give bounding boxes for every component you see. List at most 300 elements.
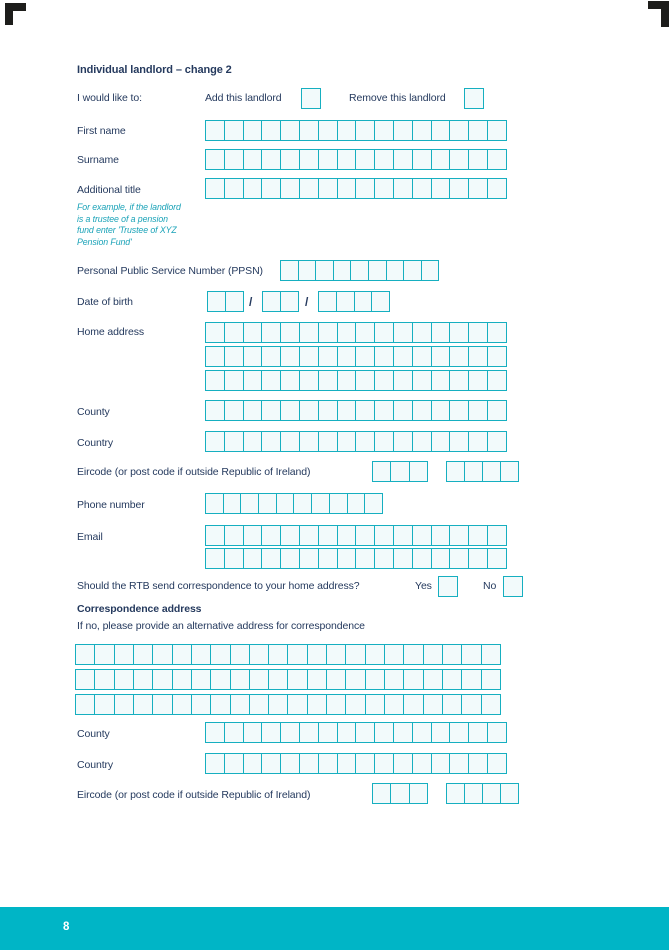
char-box[interactable]	[287, 669, 307, 690]
char-box[interactable]	[364, 493, 383, 514]
char-box[interactable]	[329, 493, 348, 514]
char-box[interactable]	[326, 644, 346, 665]
char-box[interactable]	[172, 694, 192, 715]
char-box[interactable]	[393, 431, 413, 452]
char-box[interactable]	[442, 694, 462, 715]
char-box[interactable]	[412, 753, 432, 774]
char-box[interactable]	[261, 322, 281, 343]
char-box[interactable]	[299, 322, 319, 343]
char-box[interactable]	[243, 120, 263, 141]
char-box[interactable]	[446, 461, 465, 482]
char-box[interactable]	[261, 431, 281, 452]
ppsn-boxes[interactable]	[280, 260, 439, 281]
char-box[interactable]	[210, 644, 230, 665]
char-box[interactable]	[374, 431, 394, 452]
char-box[interactable]	[431, 400, 451, 421]
char-box[interactable]	[205, 322, 225, 343]
char-box[interactable]	[225, 291, 244, 312]
char-box[interactable]	[243, 370, 263, 391]
char-box[interactable]	[337, 525, 357, 546]
char-box[interactable]	[374, 120, 394, 141]
char-box[interactable]	[276, 493, 295, 514]
char-box[interactable]	[449, 149, 469, 170]
char-box[interactable]	[191, 694, 211, 715]
char-box[interactable]	[487, 149, 507, 170]
char-box[interactable]	[374, 322, 394, 343]
char-box[interactable]	[412, 149, 432, 170]
char-box[interactable]	[299, 431, 319, 452]
char-box[interactable]	[299, 525, 319, 546]
char-box[interactable]	[368, 260, 387, 281]
char-box[interactable]	[240, 493, 259, 514]
char-box[interactable]	[372, 783, 391, 804]
char-box[interactable]	[365, 694, 385, 715]
char-box[interactable]	[205, 370, 225, 391]
char-box[interactable]	[431, 322, 451, 343]
char-box[interactable]	[468, 400, 488, 421]
char-box[interactable]	[318, 322, 338, 343]
char-box[interactable]	[337, 120, 357, 141]
char-box[interactable]	[412, 431, 432, 452]
char-box[interactable]	[318, 291, 337, 312]
char-box[interactable]	[223, 493, 242, 514]
char-box[interactable]	[249, 694, 269, 715]
char-box[interactable]	[468, 753, 488, 774]
char-box[interactable]	[261, 525, 281, 546]
char-box[interactable]	[384, 669, 404, 690]
char-box[interactable]	[431, 722, 451, 743]
char-box[interactable]	[243, 753, 263, 774]
char-box[interactable]	[243, 346, 263, 367]
char-box[interactable]	[261, 370, 281, 391]
char-box[interactable]	[299, 149, 319, 170]
char-box[interactable]	[299, 346, 319, 367]
char-box[interactable]	[468, 149, 488, 170]
char-box[interactable]	[393, 178, 413, 199]
char-box[interactable]	[403, 644, 423, 665]
char-box[interactable]	[468, 322, 488, 343]
char-box[interactable]	[468, 431, 488, 452]
char-box[interactable]	[280, 722, 300, 743]
char-box[interactable]	[280, 753, 300, 774]
char-box[interactable]	[261, 178, 281, 199]
char-box[interactable]	[347, 493, 366, 514]
char-box[interactable]	[449, 370, 469, 391]
char-box[interactable]	[243, 525, 263, 546]
char-box[interactable]	[449, 120, 469, 141]
char-box[interactable]	[337, 431, 357, 452]
dob-day-boxes[interactable]	[207, 291, 244, 312]
char-box[interactable]	[243, 178, 263, 199]
char-box[interactable]	[487, 548, 507, 569]
char-box[interactable]	[355, 431, 375, 452]
char-box[interactable]	[374, 346, 394, 367]
char-box[interactable]	[243, 431, 263, 452]
char-box[interactable]	[230, 694, 250, 715]
char-box[interactable]	[205, 346, 225, 367]
char-box[interactable]	[365, 669, 385, 690]
char-box[interactable]	[487, 178, 507, 199]
char-box[interactable]	[500, 783, 519, 804]
char-box[interactable]	[431, 525, 451, 546]
char-box[interactable]	[403, 260, 422, 281]
char-box[interactable]	[449, 548, 469, 569]
eircode-group2-boxes[interactable]	[446, 461, 519, 482]
char-box[interactable]	[337, 149, 357, 170]
char-box[interactable]	[114, 694, 134, 715]
char-box[interactable]	[431, 548, 451, 569]
char-box[interactable]	[94, 644, 114, 665]
char-box[interactable]	[393, 346, 413, 367]
char-box[interactable]	[205, 178, 225, 199]
char-box[interactable]	[299, 120, 319, 141]
no-checkbox[interactable]	[503, 576, 523, 597]
char-box[interactable]	[449, 722, 469, 743]
char-box[interactable]	[224, 322, 244, 343]
char-box[interactable]	[133, 669, 153, 690]
char-box[interactable]	[345, 644, 365, 665]
char-box[interactable]	[299, 400, 319, 421]
char-box[interactable]	[299, 370, 319, 391]
char-box[interactable]	[345, 669, 365, 690]
char-box[interactable]	[449, 346, 469, 367]
char-box[interactable]	[449, 525, 469, 546]
char-box[interactable]	[205, 493, 224, 514]
char-box[interactable]	[133, 644, 153, 665]
char-box[interactable]	[318, 753, 338, 774]
char-box[interactable]	[431, 120, 451, 141]
char-box[interactable]	[421, 260, 440, 281]
char-box[interactable]	[261, 548, 281, 569]
char-box[interactable]	[355, 722, 375, 743]
char-box[interactable]	[172, 644, 192, 665]
char-box[interactable]	[224, 548, 244, 569]
char-box[interactable]	[205, 753, 225, 774]
char-box[interactable]	[374, 548, 394, 569]
char-box[interactable]	[442, 669, 462, 690]
correspondence-country-boxes[interactable]	[205, 753, 507, 774]
remove-landlord-checkbox[interactable]	[464, 88, 484, 109]
char-box[interactable]	[243, 149, 263, 170]
correspondence-address-row-2[interactable]	[75, 669, 501, 690]
char-box[interactable]	[412, 370, 432, 391]
char-box[interactable]	[374, 149, 394, 170]
char-box[interactable]	[152, 669, 172, 690]
char-box[interactable]	[464, 461, 483, 482]
char-box[interactable]	[481, 669, 501, 690]
home-address-row-2[interactable]	[205, 346, 507, 367]
char-box[interactable]	[464, 783, 483, 804]
char-box[interactable]	[390, 783, 409, 804]
char-box[interactable]	[374, 753, 394, 774]
char-box[interactable]	[365, 644, 385, 665]
char-box[interactable]	[114, 669, 134, 690]
char-box[interactable]	[224, 120, 244, 141]
char-box[interactable]	[487, 722, 507, 743]
char-box[interactable]	[191, 644, 211, 665]
char-box[interactable]	[318, 120, 338, 141]
char-box[interactable]	[172, 669, 192, 690]
char-box[interactable]	[482, 461, 501, 482]
char-box[interactable]	[280, 346, 300, 367]
char-box[interactable]	[224, 178, 244, 199]
char-box[interactable]	[403, 694, 423, 715]
char-box[interactable]	[243, 548, 263, 569]
char-box[interactable]	[230, 644, 250, 665]
dob-year-boxes[interactable]	[318, 291, 390, 312]
char-box[interactable]	[412, 548, 432, 569]
char-box[interactable]	[280, 370, 300, 391]
char-box[interactable]	[481, 694, 501, 715]
char-box[interactable]	[355, 753, 375, 774]
char-box[interactable]	[449, 178, 469, 199]
char-box[interactable]	[280, 431, 300, 452]
char-box[interactable]	[133, 694, 153, 715]
char-box[interactable]	[280, 120, 300, 141]
char-box[interactable]	[75, 694, 95, 715]
char-box[interactable]	[431, 431, 451, 452]
char-box[interactable]	[412, 346, 432, 367]
char-box[interactable]	[412, 178, 432, 199]
char-box[interactable]	[243, 722, 263, 743]
char-box[interactable]	[337, 322, 357, 343]
char-box[interactable]	[423, 669, 443, 690]
char-box[interactable]	[384, 644, 404, 665]
char-box[interactable]	[409, 461, 428, 482]
first-name-boxes[interactable]	[205, 120, 507, 141]
char-box[interactable]	[318, 400, 338, 421]
char-box[interactable]	[487, 322, 507, 343]
char-box[interactable]	[207, 291, 226, 312]
char-box[interactable]	[393, 370, 413, 391]
char-box[interactable]	[307, 644, 327, 665]
char-box[interactable]	[287, 644, 307, 665]
eircode-group1-boxes[interactable]	[372, 461, 428, 482]
char-box[interactable]	[224, 753, 244, 774]
char-box[interactable]	[337, 548, 357, 569]
char-box[interactable]	[446, 783, 465, 804]
char-box[interactable]	[230, 669, 250, 690]
char-box[interactable]	[449, 400, 469, 421]
char-box[interactable]	[412, 120, 432, 141]
char-box[interactable]	[94, 694, 114, 715]
char-box[interactable]	[280, 322, 300, 343]
char-box[interactable]	[205, 120, 225, 141]
char-box[interactable]	[224, 149, 244, 170]
char-box[interactable]	[337, 370, 357, 391]
char-box[interactable]	[355, 400, 375, 421]
char-box[interactable]	[431, 149, 451, 170]
char-box[interactable]	[355, 322, 375, 343]
char-box[interactable]	[224, 722, 244, 743]
home-address-row-3[interactable]	[205, 370, 507, 391]
add-landlord-checkbox[interactable]	[301, 88, 321, 109]
char-box[interactable]	[431, 178, 451, 199]
char-box[interactable]	[287, 694, 307, 715]
char-box[interactable]	[409, 783, 428, 804]
char-box[interactable]	[442, 644, 462, 665]
char-box[interactable]	[393, 753, 413, 774]
char-box[interactable]	[94, 669, 114, 690]
char-box[interactable]	[403, 669, 423, 690]
char-box[interactable]	[345, 694, 365, 715]
char-box[interactable]	[350, 260, 369, 281]
correspondence-county-boxes[interactable]	[205, 722, 507, 743]
char-box[interactable]	[337, 178, 357, 199]
char-box[interactable]	[468, 370, 488, 391]
char-box[interactable]	[318, 149, 338, 170]
char-box[interactable]	[393, 149, 413, 170]
char-box[interactable]	[431, 753, 451, 774]
char-box[interactable]	[355, 120, 375, 141]
char-box[interactable]	[326, 669, 346, 690]
phone-boxes[interactable]	[205, 493, 383, 514]
char-box[interactable]	[261, 753, 281, 774]
char-box[interactable]	[487, 370, 507, 391]
char-box[interactable]	[249, 669, 269, 690]
char-box[interactable]	[355, 149, 375, 170]
char-box[interactable]	[210, 694, 230, 715]
char-box[interactable]	[249, 644, 269, 665]
char-box[interactable]	[280, 400, 300, 421]
char-box[interactable]	[268, 644, 288, 665]
char-box[interactable]	[374, 525, 394, 546]
char-box[interactable]	[307, 694, 327, 715]
surname-boxes[interactable]	[205, 149, 507, 170]
char-box[interactable]	[114, 644, 134, 665]
char-box[interactable]	[268, 669, 288, 690]
char-box[interactable]	[261, 120, 281, 141]
char-box[interactable]	[481, 644, 501, 665]
correspondence-address-row-1[interactable]	[75, 644, 501, 665]
char-box[interactable]	[336, 291, 355, 312]
char-box[interactable]	[354, 291, 373, 312]
char-box[interactable]	[393, 548, 413, 569]
char-box[interactable]	[393, 722, 413, 743]
char-box[interactable]	[449, 322, 469, 343]
char-box[interactable]	[371, 291, 390, 312]
char-box[interactable]	[261, 149, 281, 170]
char-box[interactable]	[386, 260, 405, 281]
char-box[interactable]	[337, 400, 357, 421]
char-box[interactable]	[224, 400, 244, 421]
char-box[interactable]	[449, 753, 469, 774]
char-box[interactable]	[75, 644, 95, 665]
char-box[interactable]	[393, 525, 413, 546]
char-box[interactable]	[293, 493, 312, 514]
char-box[interactable]	[298, 260, 317, 281]
char-box[interactable]	[299, 548, 319, 569]
char-box[interactable]	[75, 669, 95, 690]
char-box[interactable]	[258, 493, 277, 514]
char-box[interactable]	[311, 493, 330, 514]
char-box[interactable]	[468, 346, 488, 367]
char-box[interactable]	[337, 346, 357, 367]
char-box[interactable]	[224, 431, 244, 452]
char-box[interactable]	[431, 370, 451, 391]
char-box[interactable]	[461, 669, 481, 690]
email-row-2[interactable]	[205, 548, 507, 569]
char-box[interactable]	[261, 722, 281, 743]
char-box[interactable]	[152, 644, 172, 665]
char-box[interactable]	[431, 346, 451, 367]
char-box[interactable]	[355, 346, 375, 367]
char-box[interactable]	[461, 694, 481, 715]
char-box[interactable]	[468, 548, 488, 569]
char-box[interactable]	[487, 431, 507, 452]
char-box[interactable]	[374, 370, 394, 391]
char-box[interactable]	[468, 178, 488, 199]
char-box[interactable]	[355, 178, 375, 199]
char-box[interactable]	[461, 644, 481, 665]
char-box[interactable]	[299, 178, 319, 199]
char-box[interactable]	[500, 461, 519, 482]
char-box[interactable]	[280, 260, 299, 281]
char-box[interactable]	[393, 120, 413, 141]
dob-month-boxes[interactable]	[262, 291, 299, 312]
char-box[interactable]	[268, 694, 288, 715]
char-box[interactable]	[280, 525, 300, 546]
char-box[interactable]	[318, 722, 338, 743]
char-box[interactable]	[318, 525, 338, 546]
char-box[interactable]	[487, 400, 507, 421]
char-box[interactable]	[355, 548, 375, 569]
char-box[interactable]	[205, 431, 225, 452]
char-box[interactable]	[412, 322, 432, 343]
correspondence-address-row-3[interactable]	[75, 694, 501, 715]
char-box[interactable]	[374, 722, 394, 743]
char-box[interactable]	[224, 346, 244, 367]
char-box[interactable]	[224, 525, 244, 546]
char-box[interactable]	[205, 722, 225, 743]
char-box[interactable]	[326, 694, 346, 715]
char-box[interactable]	[333, 260, 352, 281]
char-box[interactable]	[318, 548, 338, 569]
char-box[interactable]	[390, 461, 409, 482]
correspondence-eircode-group2-boxes[interactable]	[446, 783, 519, 804]
char-box[interactable]	[318, 178, 338, 199]
char-box[interactable]	[318, 431, 338, 452]
char-box[interactable]	[224, 370, 244, 391]
char-box[interactable]	[280, 548, 300, 569]
char-box[interactable]	[487, 120, 507, 141]
home-address-row-1[interactable]	[205, 322, 507, 343]
char-box[interactable]	[262, 291, 281, 312]
char-box[interactable]	[318, 370, 338, 391]
char-box[interactable]	[205, 525, 225, 546]
char-box[interactable]	[337, 722, 357, 743]
char-box[interactable]	[412, 400, 432, 421]
char-box[interactable]	[355, 370, 375, 391]
char-box[interactable]	[205, 548, 225, 569]
char-box[interactable]	[468, 525, 488, 546]
char-box[interactable]	[243, 322, 263, 343]
char-box[interactable]	[337, 753, 357, 774]
email-row-1[interactable]	[205, 525, 507, 546]
country-boxes[interactable]	[205, 431, 507, 452]
char-box[interactable]	[468, 120, 488, 141]
char-box[interactable]	[423, 644, 443, 665]
yes-checkbox[interactable]	[438, 576, 458, 597]
char-box[interactable]	[152, 694, 172, 715]
char-box[interactable]	[482, 783, 501, 804]
county-boxes[interactable]	[205, 400, 507, 421]
additional-title-boxes[interactable]	[205, 178, 507, 199]
char-box[interactable]	[487, 753, 507, 774]
char-box[interactable]	[412, 722, 432, 743]
char-box[interactable]	[261, 400, 281, 421]
char-box[interactable]	[374, 178, 394, 199]
